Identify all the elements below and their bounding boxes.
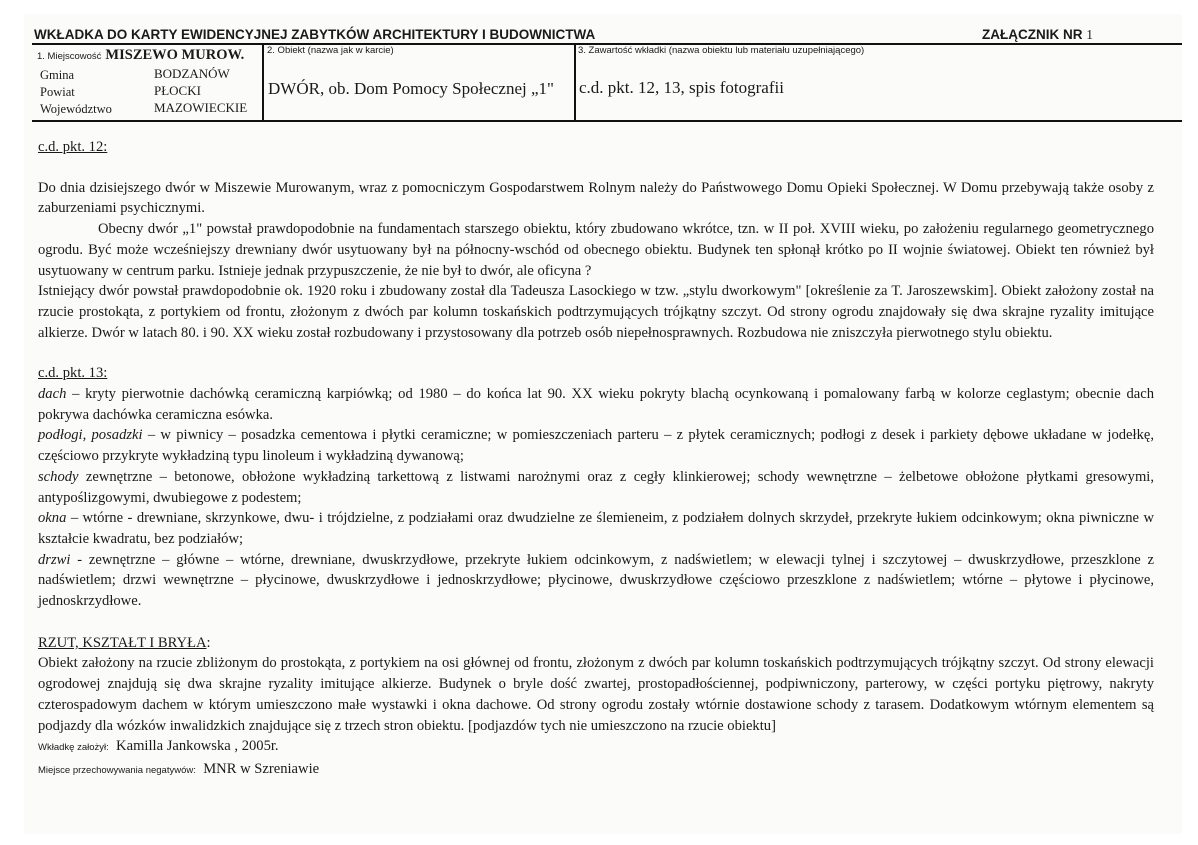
- header-rule-bottom: [32, 120, 1182, 122]
- item-text: – w piwnicy – posadzka cementowa i płytki ceramiczne; w pomieszczeniach parteru – z płytek ceramicznych; podłogi z desek i parkiety dębowe układane w jodełkę, częściowo przykryte wykładziną typu linoleum i wykładziną dywanową;: [38, 427, 1154, 465]
- attachment-number: [982, 27, 1093, 43]
- section12-paragraph-2: Obecny dwór „1" powstał prawdopodobnie na fundamentach starszego obiektu, który zbudowano wkrótce, tzn. w II poł. XVIII wieku, po założeniu regularnego geometrycznego ogrodu. Być może wcześniejszy drewniany dwór usytuowany był na północny-wschód od obecnego obiektu. Budynek ten spłonął krótko po II wojnie światowej. Obiekt ten również był usytuowany w centrum parku. Istnieje jednak przypuszczenie, że nie był to dwór, ale oficyna ?: [38, 221, 1154, 279]
- item-term: okna: [38, 510, 67, 527]
- item-term: schody: [38, 468, 79, 485]
- rzut-heading: RZUT, KSZTAŁT I BRYŁA: [38, 634, 207, 651]
- item-term: podłogi, posadzki: [38, 427, 143, 444]
- cell-divider-2: [574, 43, 576, 121]
- gmina-label: Gmina: [40, 68, 75, 82]
- section13-heading: c.d. pkt. 13:: [38, 365, 108, 382]
- location-cell: [37, 46, 244, 64]
- section13-item-stairs: [38, 467, 1154, 508]
- woj-label: Województwo: [40, 102, 112, 116]
- item-text: zewnętrzne – betonowe, obłożone wykładziną tarkettową z listwami narożnymi oraz z cegły klinkierowej; schody wewnętrzne – żelbetowe obłożone płytkami gresowymi, antypoślizgowymi, dwubiegowe z podestem;: [38, 468, 1154, 506]
- section13-item-windows: [38, 508, 1154, 549]
- footer-author: [38, 736, 1154, 759]
- attachment-label: ZAŁĄCZNIK NR: [982, 27, 1083, 42]
- footer-storage: [38, 759, 1154, 782]
- attachment-number-value: 1: [1086, 27, 1094, 42]
- gmina-value: BODZANÓW: [154, 66, 230, 81]
- storage-label: Miejsce przechowywania negatywów:: [38, 764, 196, 776]
- item-term: drzwi: [38, 551, 71, 568]
- place-value: MISZEWO MUROW.: [105, 47, 245, 63]
- section12-heading: c.d. pkt. 12:: [38, 139, 108, 155]
- section13-item-floors: [38, 425, 1154, 466]
- place-label: 1. Miejscowość: [37, 51, 102, 62]
- section12-paragraph-1: Do dnia dzisiejszego dwór w Miszewie Murowanym, wraz z pomocniczym Gospodarstwem Rolnym należy do Państwowego Domu Opieki Społecznej. W Domu przebywają także osoby z zaburzeniami psychicznymi.: [38, 179, 1154, 217]
- section13-item-doors: [38, 550, 1154, 612]
- powiat-value: PŁOCKI: [154, 83, 201, 98]
- powiat-label: Powiat: [40, 85, 75, 99]
- cell-divider-1: [262, 43, 264, 121]
- section12-paragraph-3: Istniejący dwór powstał prawdopodobnie ok. 1920 roku i zbudowany został dla Tadeusza Lasockiego w tzw. „stylu dworkowym" [określenie za T. Jaroszewskim]. Obiekt założony został na rzucie prostokąta, z portykiem od frontu, złożonym z dwóch par kolumn toskańskich podtrzymujących trójkątny szczyt. Od strony ogrodu znajdowały się dwa skrajne ryzality imitujące alkierze. Dwór w latach 80. i 90. XX wieku został rozbudowany i przystosowany dla potrzeb osób niepełnosprawnych. Rozbudowa nie zniszczyła pierwotnego stylu obiektu.: [38, 283, 1154, 341]
- storage-value: MNR w Szreniawie: [203, 760, 320, 777]
- rzut-heading-suffix: :: [206, 634, 211, 651]
- item-term: dach: [38, 386, 67, 403]
- contents-label: 3. Zawartość wkładki (nazwa obiektu lub materiału uzupełniającego): [578, 45, 865, 56]
- author-label: Wkładkę założył:: [38, 742, 109, 754]
- author-value: Kamilla Jankowska , 2005r.: [116, 738, 279, 755]
- item-text: – kryty pierwotnie dachówką ceramiczną karpiówką; od 1980 – do końca lat 90. XX wieku pokryty blachą ocynkowaną i pomalowany farbą w kolorze ceglastym; obecnie dach pokrywa dachówka ceramiczna esówka.: [38, 386, 1154, 423]
- woj-value: MAZOWIECKIE: [154, 100, 248, 115]
- item-text: - zewnętrzne – główne – wtórne, drewniane, dwuskrzydłowe, przekryte łukiem odcinkowym, z nadświetlem; w elewacji tylnej i szczytowej – dwuskrzydłowe, przeszklone z nadświetlem; drzwi wewnętrzne – płycinowe, dwuskrzydłowe i jednoskrzydłowe; płycinowe, dwuskrzydłowe częściowo przeszklone z nadświetlem; wtórne – płytowe i płycinowe, jednoskrzydłowe.: [38, 551, 1154, 610]
- object-label: 2. Obiekt (nazwa jak w karcie): [267, 45, 394, 56]
- contents-value: c.d. pkt. 12, 13, spis fotografii: [579, 78, 784, 97]
- section13-item-roof: [38, 384, 1154, 425]
- object-value: DWÓR, ob. Dom Pomocy Społecznej „1": [268, 79, 554, 98]
- rzut-paragraph: Obiekt założony na rzucie zbliżonym do prostokąta, z portykiem na osi głównej od frontu, złożonym z dwóch par kolumn toskańskich podtrzymujących trójkątny szczyt. Od strony elewacji ogrodowej znajdują się dwa skrajne ryzality imitujące alkierze. Budynek o bryle dość zwartej, prostopadłościennej, podpiwniczony, parterowy, w części portyku piętrowy, nakryty czterospadowym dachem w którym umieszczono małe wystawki i okna dachowe. Od strony ogrodu zostały wtórnie dostawione schody z tarasem. Dodatkowym wtórnym elementem są podjazdy dla wózków inwalidzkich znajdujące się z trzech stron obiektu. [podjazdów tych nie umieszczono na rzucie obiektu]: [38, 655, 1154, 734]
- document-body: [38, 137, 1154, 782]
- item-text: – wtórne - drewniane, skrzynkowe, dwu- i trójdzielne, z podziałami oraz dwudzielne ze ślemieneim, z podziałem dolnych skrzydeł, przekryte łukiem odcinkowym; okna piwniczne w kształcie kwadratu, bez podziałów;: [38, 510, 1154, 547]
- rzut-heading-line: [38, 633, 1154, 654]
- document-title: WKŁADKA DO KARTY EWIDENCYJNEJ ZABYTKÓW ARCHITEKTURY I BUDOWNICTWA: [34, 27, 596, 42]
